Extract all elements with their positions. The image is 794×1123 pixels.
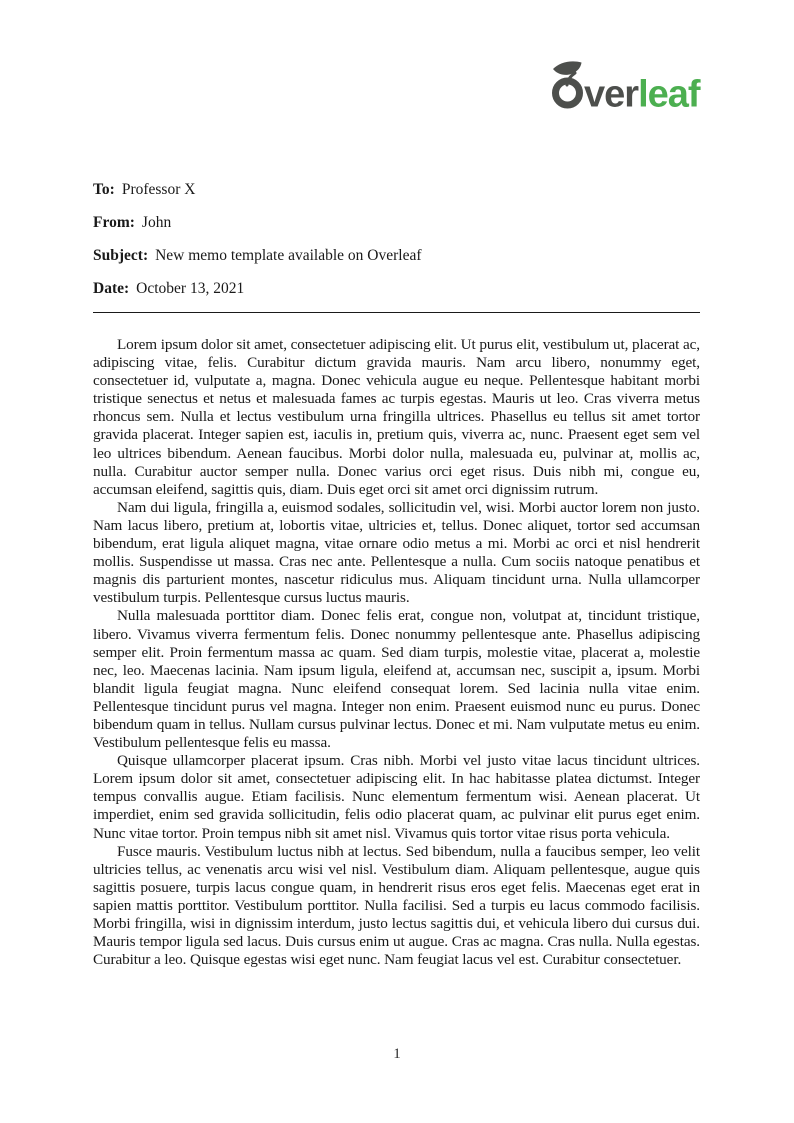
- logo-text-gray: ver: [584, 73, 639, 110]
- page-number: 1: [393, 1046, 401, 1062]
- logo-text-green: leaf: [638, 73, 700, 110]
- memo-header: [93, 0, 700, 298]
- from-value: John: [141, 214, 172, 231]
- to-value: Professor X: [121, 181, 196, 198]
- body-paragraph-4: Quisque ullamcorper placerat ipsum. Cras nibh. Morbi vel justo vitae lacus tincidunt ultrices. Lorem ipsum dolor sit amet, consectetuer adipiscing elit. In hac habitasse platea dictumst. Integer tempus convallis augue. Etiam facilisis. Nunc elementum fermentum wisi. Aenean placerat. Ut imperdiet, enim sed gravida sollicitudin, felis odio placerat quam, ac pulvinar elit purus eget enim. Nunc vitae tortor. Proin tempus nibh sit amet nisl. Vivamus quis tortor vitae risus porta vehicula.: [93, 752, 700, 842]
- subject-value: New memo template available on Overleaf: [155, 247, 422, 264]
- subject-label: Subject:: [93, 247, 149, 264]
- body-paragraph-2: Nam dui ligula, fringilla a, euismod sodales, sollicitudin vel, wisi. Morbi auctor lorem non justo. Nam lacus libero, pretium at, lobortis vitae, ultricies et, tellus. Donec aliquet, tortor sed accumsan bibendum, erat ligula aliquet magna, vitae ornare odio metus a mi. Morbi ac orci et nisl hendrerit mollis. Suspendisse ut massa. Cras nec ante. Pellentesque a nulla. Cum sociis natoque penatibus et magnis dis parturient montes, nascetur ridiculus mus. Aliquam tincidunt urna. Nulla ullamcorper vestibulum turpis. Pellentesque cursus luctus mauris.: [93, 498, 700, 607]
- body-paragraph-3: Nulla malesuada porttitor diam. Donec felis erat, congue non, volutpat at, tincidunt tristique, libero. Vivamus viverra fermentum felis. Donec nonummy pellentesque ante. Phasellus adipiscing semper elit. Proin fermentum massa ac quam. Sed diam turpis, molestie vitae, placerat a, molestie nec, leo. Maecenas lacinia. Nam ipsum ligula, eleifend at, accumsan nec, suscipit a, ipsum. Morbi blandit ligula feugiat magna. Nunc eleifend consequat lorem. Sed lacinia nulla vitae enim. Pellentesque tincidunt purus vel magna. Integer non enim. Praesent euismod nunc eu purus. Donec bibendum quam in tellus. Nullam cursus pulvinar lectus. Donec et mi. Nam vulputate metus eu enim. Vestibulum pellentesque felis eu massa.: [93, 607, 700, 752]
- overleaf-logo: [550, 60, 708, 110]
- leaf-icon: [553, 61, 582, 75]
- memo-field-to: [93, 180, 700, 199]
- memo-field-from: [93, 213, 700, 232]
- to-label: To:: [93, 181, 115, 198]
- logo-wordmark: [584, 74, 701, 111]
- from-label: From:: [93, 214, 135, 231]
- memo-field-date: [93, 279, 700, 298]
- divider-rule: [93, 312, 700, 313]
- date-value: October 13, 2021: [136, 280, 245, 297]
- memo-body: [93, 336, 700, 969]
- body-paragraph-1: Lorem ipsum dolor sit amet, consectetuer adipiscing elit. Ut purus elit, vestibulum ut, placerat ac, adipiscing vitae, felis. Curabitur dictum gravida mauris. Nam arcu libero, nonummy eget, consectetuer id, vulputate a, magna. Donec vehicula augue eu neque. Pellentesque habitant morbi tristique senectus et netus et malesuada fames ac turpis egestas. Mauris ut leo. Cras viverra metus rhoncus sem. Nulla et lectus vestibulum urna fringilla ultrices. Phasellus eu tellus sit amet tortor gravida placerat. Integer sapien est, iaculis in, pretium quis, viverra ac, nunc. Praesent eget sem vel leo ultrices bibendum. Aenean faucibus. Morbi dolor nulla, malesuada eu, pulvinar at, mollis ac, nulla. Curabitur auctor semper nulla. Donec varius orci eget risus. Duis nibh mi, congue eu, accumsan eleifend, sagittis quis, diam. Duis eget orci sit amet orci dignissim rutrum.: [93, 336, 700, 498]
- overleaf-logo-svg: [550, 60, 708, 110]
- date-label: Date:: [93, 280, 130, 297]
- body-paragraph-5: Fusce mauris. Vestibulum luctus nibh at lectus. Sed bibendum, nulla a faucibus semper, leo velit ultricies tellus, ac venenatis arcu wisi vel nisl. Vestibulum diam. Aliquam pellentesque, augue quis sagittis posuere, turpis lacus congue quam, in hendrerit risus eros eget felis. Maecenas eget erat in sapien mattis porttitor. Vestibulum porttitor. Nulla facilisi. Sed a turpis eu lacus commodo facilisis. Morbi fringilla, wisi in dignissim interdum, justo lectus sagittis dui, et vehicula libero dui cursus dui. Mauris tempor ligula sed lacus. Duis cursus enim ut augue. Cras ac magna. Cras nulla. Nulla egestas. Curabitur a leo. Quisque egestas wisi eget nunc. Nam feugiat lacus vel est. Curabitur consectetuer.: [93, 842, 700, 969]
- memo-field-subject: [93, 246, 700, 265]
